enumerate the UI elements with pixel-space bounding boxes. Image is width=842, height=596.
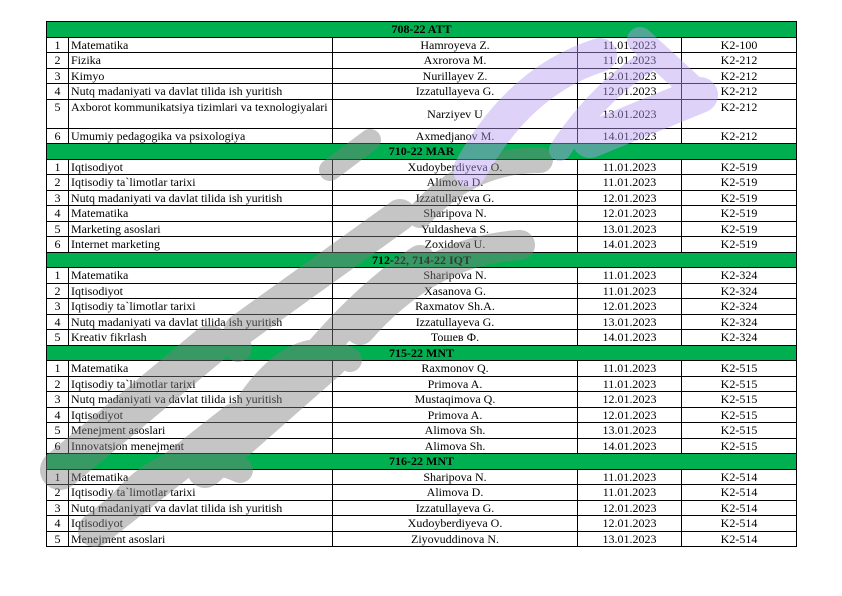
room-cell: K2-514 <box>682 531 797 547</box>
row-number: 3 <box>47 500 69 516</box>
teacher-cell: Тошев Ф. <box>333 330 578 346</box>
subject-cell: Iqtisodiy ta`limotlar tarixi <box>69 299 333 315</box>
teacher-cell: Raxmatov Sh.A. <box>333 299 578 315</box>
teacher-cell: Hamroyeva Z. <box>333 37 578 53</box>
date-cell: 12.01.2023 <box>578 392 682 408</box>
date-cell: 12.01.2023 <box>578 84 682 100</box>
subject-cell: Matematika <box>69 469 333 485</box>
teacher-cell: Sharipova N. <box>333 469 578 485</box>
exam-schedule-table <box>46 21 797 547</box>
row-number: 5 <box>47 221 69 237</box>
group-name: 715-22 MNT <box>47 345 797 361</box>
teacher-cell: Sharipova N. <box>333 268 578 284</box>
date-cell: 12.01.2023 <box>578 500 682 516</box>
group-header-row <box>47 144 797 160</box>
date-cell: 12.01.2023 <box>578 299 682 315</box>
room-cell: K2-100 <box>682 37 797 53</box>
table-row <box>47 314 797 330</box>
group-header-row <box>47 22 797 38</box>
date-cell: 11.01.2023 <box>578 485 682 501</box>
row-number: 5 <box>47 423 69 439</box>
subject-cell: Nutq madaniyati va davlat tilida ish yuritish <box>69 500 333 516</box>
date-cell: 11.01.2023 <box>578 175 682 191</box>
teacher-cell: Ziyovuddinova N. <box>333 531 578 547</box>
subject-cell: Internet marketing <box>69 237 333 253</box>
room-cell: K2-519 <box>682 221 797 237</box>
date-cell: 11.01.2023 <box>578 469 682 485</box>
row-number: 1 <box>47 268 69 284</box>
room-cell: K2-514 <box>682 500 797 516</box>
teacher-cell: Xudoyberdiyeva O. <box>333 516 578 532</box>
table-row <box>47 283 797 299</box>
date-cell: 14.01.2023 <box>578 237 682 253</box>
room-cell: K2-324 <box>682 283 797 299</box>
group-name: 708-22 ATT <box>47 22 797 38</box>
table-row <box>47 221 797 237</box>
room-cell: K2-519 <box>682 175 797 191</box>
room-cell: K2-519 <box>682 159 797 175</box>
subject-cell: Matematika <box>69 361 333 377</box>
room-cell: K2-212 <box>682 99 797 128</box>
row-number: 4 <box>47 516 69 532</box>
room-cell: K2-519 <box>682 206 797 222</box>
room-cell: K2-324 <box>682 268 797 284</box>
date-cell: 11.01.2023 <box>578 53 682 69</box>
date-cell: 13.01.2023 <box>578 99 682 128</box>
teacher-cell: Izzatullayeva G. <box>333 190 578 206</box>
subject-cell: Fizika <box>69 53 333 69</box>
table-row <box>47 423 797 439</box>
teacher-cell: Xudoyberdiyeva O. <box>333 159 578 175</box>
subject-cell: Iqtisodiy ta`limotlar tarixi <box>69 376 333 392</box>
date-cell: 11.01.2023 <box>578 376 682 392</box>
schedule-body <box>47 22 797 547</box>
table-row <box>47 53 797 69</box>
table-row <box>47 469 797 485</box>
table-row <box>47 407 797 423</box>
date-cell: 13.01.2023 <box>578 531 682 547</box>
table-row <box>47 84 797 100</box>
room-cell: K2-515 <box>682 376 797 392</box>
group-name: 712-22, 714-22 IQT <box>47 252 797 268</box>
table-row <box>47 237 797 253</box>
room-cell: K2-212 <box>682 84 797 100</box>
room-cell: K2-515 <box>682 438 797 454</box>
teacher-cell: Primova A. <box>333 407 578 423</box>
row-number: 3 <box>47 68 69 84</box>
subject-cell: Kimyo <box>69 68 333 84</box>
table-row <box>47 485 797 501</box>
date-cell: 14.01.2023 <box>578 438 682 454</box>
subject-cell: Nutq madaniyati va davlat tilida ish yuritish <box>69 314 333 330</box>
room-cell: K2-515 <box>682 423 797 439</box>
room-cell: K2-212 <box>682 128 797 144</box>
row-number: 4 <box>47 407 69 423</box>
subject-cell: Iqtisodiyot <box>69 283 333 299</box>
row-number: 5 <box>47 330 69 346</box>
subject-cell: Menejment asoslari <box>69 531 333 547</box>
date-cell: 12.01.2023 <box>578 407 682 423</box>
subject-cell: Iqtisodiyot <box>69 159 333 175</box>
teacher-cell: Mustaqimova Q. <box>333 392 578 408</box>
row-number: 4 <box>47 84 69 100</box>
teacher-cell: Axrorova M. <box>333 53 578 69</box>
date-cell: 12.01.2023 <box>578 206 682 222</box>
subject-cell: Kreativ fikrlash <box>69 330 333 346</box>
table-row <box>47 268 797 284</box>
date-cell: 12.01.2023 <box>578 68 682 84</box>
group-header-row <box>47 345 797 361</box>
row-number: 1 <box>47 37 69 53</box>
table-row <box>47 330 797 346</box>
table-row <box>47 531 797 547</box>
subject-cell: Umumiy pedagogika va psixologiya <box>69 128 333 144</box>
table-row <box>47 376 797 392</box>
date-cell: 13.01.2023 <box>578 221 682 237</box>
room-cell: K2-212 <box>682 53 797 69</box>
table-row <box>47 392 797 408</box>
row-number: 5 <box>47 99 69 128</box>
date-cell: 12.01.2023 <box>578 516 682 532</box>
teacher-cell: Zoxidova U. <box>333 237 578 253</box>
room-cell: K2-515 <box>682 407 797 423</box>
table-row <box>47 128 797 144</box>
date-cell: 13.01.2023 <box>578 423 682 439</box>
row-number: 2 <box>47 376 69 392</box>
table-row <box>47 37 797 53</box>
subject-cell: Iqtisodiy ta`limotlar tarixi <box>69 175 333 191</box>
date-cell: 11.01.2023 <box>578 37 682 53</box>
group-header-row <box>47 454 797 470</box>
subject-cell: Iqtisodiyot <box>69 407 333 423</box>
date-cell: 11.01.2023 <box>578 283 682 299</box>
table-row <box>47 500 797 516</box>
row-number: 1 <box>47 361 69 377</box>
subject-cell: Nutq madaniyati va davlat tilida ish yuritish <box>69 190 333 206</box>
table-row <box>47 361 797 377</box>
group-header-row <box>47 252 797 268</box>
teacher-cell: Izzatullayeva G. <box>333 84 578 100</box>
row-number: 3 <box>47 299 69 315</box>
teacher-cell: Axmedjanov M. <box>333 128 578 144</box>
teacher-cell: Alimova Sh. <box>333 438 578 454</box>
row-number: 4 <box>47 314 69 330</box>
subject-cell: Nutq madaniyati va davlat tilida ish yuritish <box>69 84 333 100</box>
teacher-cell: Alimova D. <box>333 175 578 191</box>
group-name: 710-22 MAR <box>47 144 797 160</box>
row-number: 2 <box>47 283 69 299</box>
subject-cell: Menejment asoslari <box>69 423 333 439</box>
row-number: 4 <box>47 206 69 222</box>
date-cell: 14.01.2023 <box>578 128 682 144</box>
subject-cell: Matematika <box>69 37 333 53</box>
table-row <box>47 516 797 532</box>
teacher-cell: Primova A. <box>333 376 578 392</box>
row-number: 2 <box>47 53 69 69</box>
table-row <box>47 175 797 191</box>
row-number: 6 <box>47 128 69 144</box>
room-cell: K2-514 <box>682 485 797 501</box>
room-cell: K2-515 <box>682 392 797 408</box>
table-row <box>47 206 797 222</box>
row-number: 6 <box>47 237 69 253</box>
teacher-cell: Narziyev U <box>333 99 578 128</box>
row-number: 3 <box>47 190 69 206</box>
subject-cell: Matematika <box>69 268 333 284</box>
table-row <box>47 438 797 454</box>
room-cell: K2-324 <box>682 330 797 346</box>
room-cell: K2-212 <box>682 68 797 84</box>
date-cell: 11.01.2023 <box>578 159 682 175</box>
row-number: 6 <box>47 438 69 454</box>
subject-cell: Innovatsion menejment <box>69 438 333 454</box>
row-number: 2 <box>47 485 69 501</box>
room-cell: K2-324 <box>682 299 797 315</box>
teacher-cell: Nurillayev Z. <box>333 68 578 84</box>
table-row <box>47 159 797 175</box>
teacher-cell: Izzatullayeva G. <box>333 314 578 330</box>
date-cell: 11.01.2023 <box>578 268 682 284</box>
row-number: 5 <box>47 531 69 547</box>
date-cell: 11.01.2023 <box>578 361 682 377</box>
subject-cell: Marketing asoslari <box>69 221 333 237</box>
group-name: 716-22 MNT <box>47 454 797 470</box>
date-cell: 14.01.2023 <box>578 330 682 346</box>
teacher-cell: Sharipova N. <box>333 206 578 222</box>
date-cell: 13.01.2023 <box>578 314 682 330</box>
room-cell: K2-514 <box>682 469 797 485</box>
row-number: 1 <box>47 159 69 175</box>
table-row <box>47 99 797 128</box>
subject-cell: Axborot kommunikatsiya tizimlari va texnologiyalari <box>69 99 333 128</box>
room-cell: K2-519 <box>682 237 797 253</box>
table-row <box>47 68 797 84</box>
row-number: 3 <box>47 392 69 408</box>
room-cell: K2-324 <box>682 314 797 330</box>
room-cell: K2-514 <box>682 516 797 532</box>
subject-cell: Iqtisodiyot <box>69 516 333 532</box>
teacher-cell: Alimova Sh. <box>333 423 578 439</box>
subject-cell: Nutq madaniyati va davlat tilida ish yuritish <box>69 392 333 408</box>
teacher-cell: Raxmonov Q. <box>333 361 578 377</box>
teacher-cell: Izzatullayeva G. <box>333 500 578 516</box>
date-cell: 12.01.2023 <box>578 190 682 206</box>
row-number: 2 <box>47 175 69 191</box>
table-row <box>47 299 797 315</box>
teacher-cell: Xasanova G. <box>333 283 578 299</box>
table-row <box>47 190 797 206</box>
teacher-cell: Yuldasheva S. <box>333 221 578 237</box>
subject-cell: Iqtisodiy ta`limotlar tarixi <box>69 485 333 501</box>
row-number: 1 <box>47 469 69 485</box>
subject-cell: Matematika <box>69 206 333 222</box>
room-cell: K2-519 <box>682 190 797 206</box>
room-cell: K2-515 <box>682 361 797 377</box>
teacher-cell: Alimova D. <box>333 485 578 501</box>
